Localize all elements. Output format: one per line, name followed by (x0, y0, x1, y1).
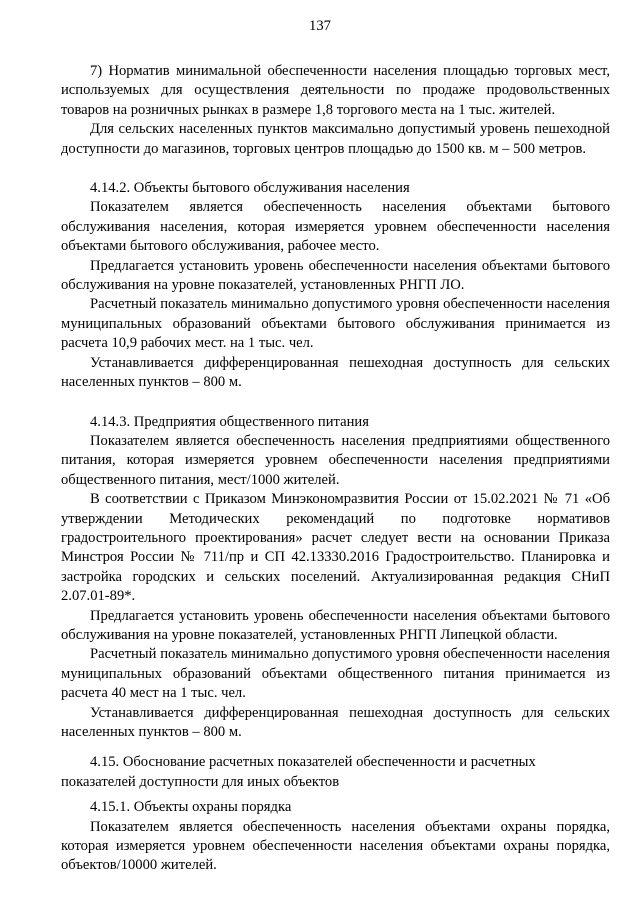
heading-4-14-3: 4.14.3. Предприятия общественного питания (90, 413, 369, 430)
page-content (61, 62, 610, 876)
paragraph-catering-regulation: В соответствии с Приказом Минэкономразвития России от 15.02.2021 № 71 «Об утверждении Методических рекомендаций по подготовке нормативов градостроительного проектирования» расчет следует вести на основании Приказа Минстроя России № 711/пр и СП 42.13330.2016 Градостроительство. Планировка и застройка городских и сельских поселений. Актуализированная редакция СНиП 2.07.01-89*. (61, 491, 610, 605)
heading-4-15: 4.15. Обоснование расчетных показателей обеспеченности и расчетных показателей доступности для иных объектов (61, 754, 536, 790)
paragraph-consumer-services-proposal: Предлагается установить уровень обеспеченности населения объектами бытового обслуживания на уровне показателей, установленных РНГП ЛО. (61, 257, 610, 294)
paragraph-catering-access: Устанавливается дифференцированная пешеходная доступность для сельских населенных пунктов – 800 м. (61, 704, 610, 740)
paragraph-retail-market-norm: 7) Норматив минимальной обеспеченности населения площадью торговых мест, используемых для осуществления деятельности по продаже продовольственных товаров на розничных рынках в размере 1,8 торгового места на 1 тыс. жителей. (61, 63, 610, 118)
paragraph-catering-indicator: Показателем является обеспеченность населения предприятиями общественного питания, которая измеряется уровнем обеспеченности населения предприятиями общественного питания, мест/1000 жителей. (61, 432, 610, 488)
paragraph-consumer-services-access: Устанавливается дифференцированная пешеходная доступность для сельских населенных пунктов – 800 м. (61, 354, 610, 391)
paragraph-rural-shop-access: Для сельских населенных пунктов максимально допустимый уровень пешеходной доступности до магазинов, торговых центров площадью до 1500 кв. м – 500 метров. (61, 121, 610, 157)
paragraph-consumer-services-calc: Расчетный показатель минимально допустимого уровня обеспеченности населения муниципальных образований объектами бытового обслуживания принимается из расчета 10,9 рабочих мест. на 1 тыс. чел. (61, 296, 610, 352)
paragraph-law-enforcement-indicator: Показателем является обеспеченность населения объектами охраны порядка, которая измеряется уровнем обеспеченности населения объектами охраны порядка, объектов/10000 жителей. (61, 818, 610, 874)
heading-4-14-2: 4.14.2. Объекты бытового обслуживания населения (90, 180, 410, 197)
heading-4-15-1: 4.15.1. Объекты охраны порядка (90, 799, 292, 816)
page-number: 137 (309, 18, 331, 34)
paragraph-consumer-services-indicator: Показателем является обеспеченность населения объектами бытового обслуживания населения, которая измеряется уровнем обеспеченности населения объектами бытового обслуживания, рабочее место. (61, 199, 610, 255)
paragraph-catering-proposal: Предлагается установить уровень обеспеченности населения объектами бытового обслуживания на уровне показателей, установленных РНГП Липецкой области. (61, 607, 610, 643)
paragraph-catering-calc: Расчетный показатель минимально допустимого уровня обеспеченности населения муниципальных образований объектами общественного питания принимается из расчета 40 мест на 1 тыс. чел. (61, 646, 610, 702)
